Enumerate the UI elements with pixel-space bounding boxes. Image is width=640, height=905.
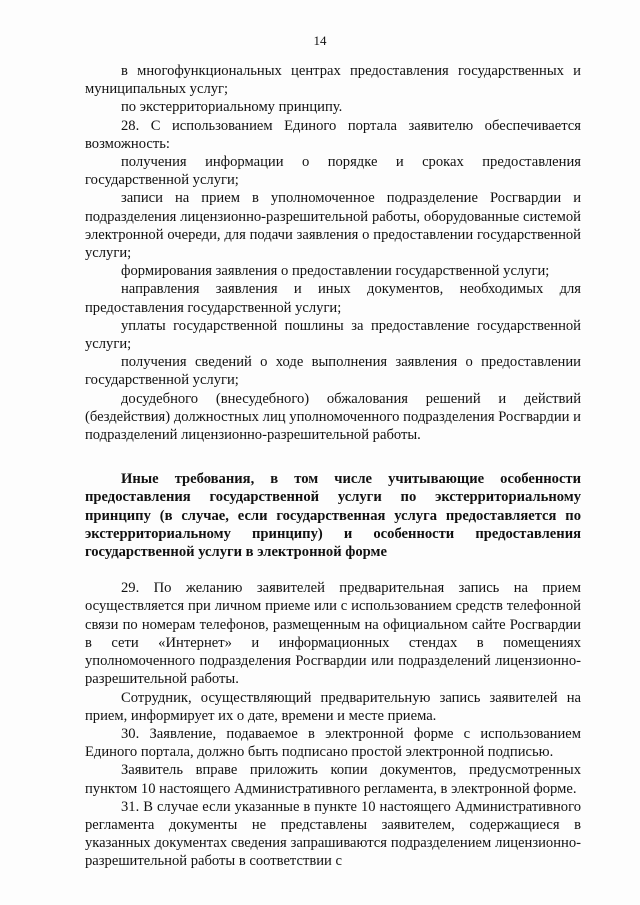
paragraph: направления заявления и иных документов, необходимых для предоставления государственной услуги; <box>85 281 581 316</box>
section-heading: Иные требования, в том числе учитывающие особенности предоставления государственной услуги по экстерриториальному принципу (в случае, если государственная услуга предоставляется по экстерриториальному принципу) и особенности предоставления государственной услуги в электронной форме <box>85 471 581 561</box>
paragraph: получения сведений о ходе выполнения заявления о предоставлении государственной услуги; <box>85 354 581 389</box>
paragraph: получения информации о порядке и сроках предоставления государственной услуги; <box>85 154 581 189</box>
paragraph: досудебного (внесудебного) обжалования решений и действий (бездействия) должностных лиц уполномоченного подразделения Росгвардии и подразделений лицензионно-разрешительной работы. <box>85 390 581 444</box>
paragraph: 28. С использованием Единого портала заявителю обеспечивается возможность: <box>85 117 581 152</box>
paragraph: Заявитель вправе приложить копии документов, предусмотренных пунктом 10 настоящего Административного регламента, в электронной форме. <box>85 762 581 797</box>
paragraph: по экстерриториальному принципу. <box>121 99 343 116</box>
paragraph: формирования заявления о предоставлении государственной услуги; <box>121 263 550 280</box>
page-number: 14 <box>313 33 327 48</box>
paragraph: уплаты государственной пошлины за предоставление государственной услуги; <box>85 317 581 353</box>
paragraph: 29. По желанию заявителей предварительная запись на прием осуществляется при личном приеме или с использованием средств телефонной связи по номерам телефонов, размещенным на официальном сайте Росгвардии в сети «Интернет» и информационных стендах в помещениях уполномоченного подразделения Росгвардии или подразделений лицензионно-разрешительной работы. <box>85 580 581 688</box>
paragraph: в многофункциональных центрах предоставления государственных и муниципальных услуг; <box>85 63 581 98</box>
paragraph: 30. Заявление, подаваемое в электронной форме с использованием Единого портала, должно быть подписано простой электронной подписью. <box>85 725 581 761</box>
paragraph: записи на прием в уполномоченное подразделение Росгвардии и подразделения лицензионно-разрешительной работы, оборудованные системой электронной очереди, для подачи заявления о предоставлении государственной услуги; <box>85 190 581 262</box>
paragraph: 31. В случае если указанные в пункте 10 настоящего Административного регламента документы не представлены заявителем, содержащиеся в указанных документах сведения запрашиваются подразделением лицензионно-разрешительной работы в соответствии с <box>85 798 581 870</box>
document-body <box>85 62 581 871</box>
paragraph: Сотрудник, осуществляющий предварительную запись заявителей на прием, информирует их о дате, времени и месте приема. <box>85 689 581 724</box>
